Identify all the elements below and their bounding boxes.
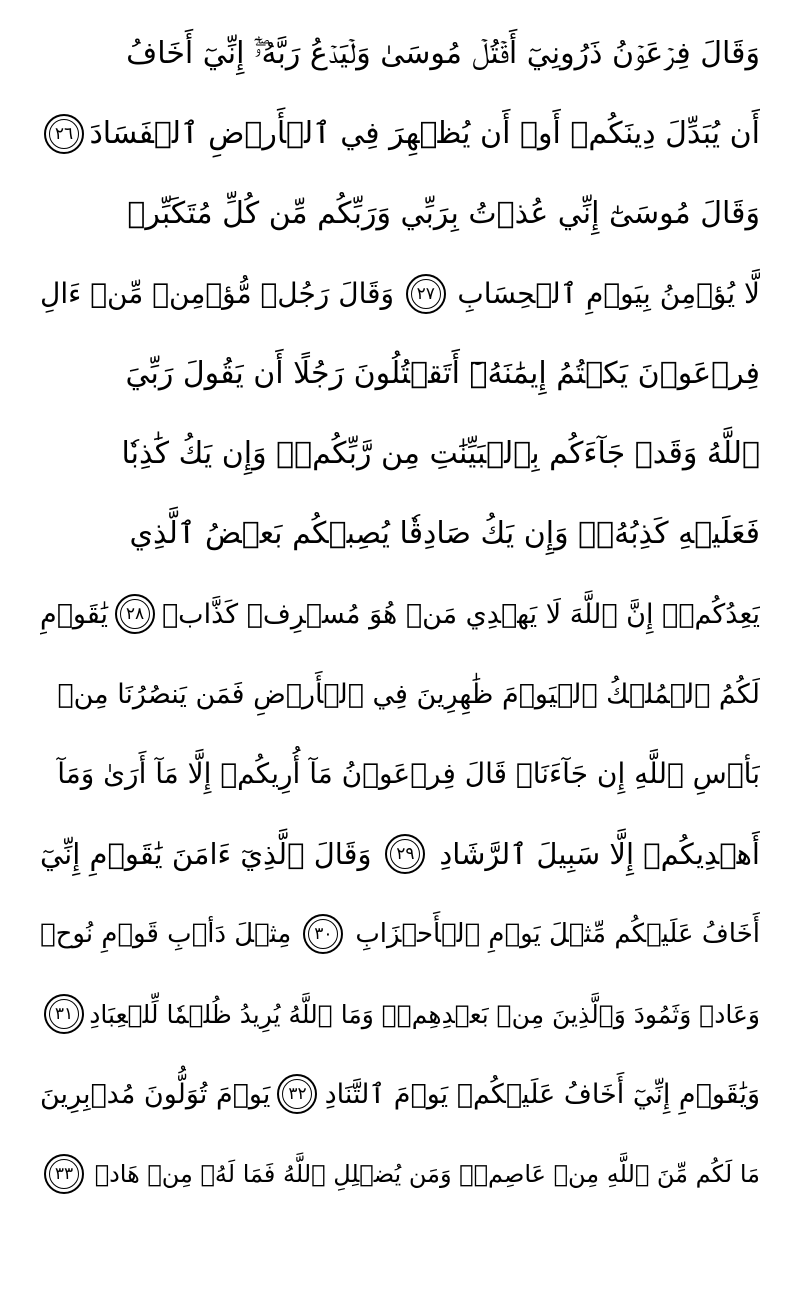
text-line <box>40 814 760 894</box>
text-line <box>40 974 760 1054</box>
verse-end-marker <box>303 914 343 954</box>
verse-number: ٣٣ <box>54 1164 74 1184</box>
text-line <box>40 734 760 814</box>
text-line <box>40 14 760 94</box>
line-text: أَخَافُ عَلَيۡكُم مِّثۡلَ يَوۡمِ ٱلۡأَحۡزَابِ <box>355 919 760 949</box>
text-line <box>40 654 760 734</box>
line-text: لَّا يُؤۡمِنُ بِيَوۡمِ ٱلۡحِسَابِ <box>457 277 760 310</box>
line-text: ٱللَّهُ وَقَدۡ جَآءَكُم بِٱلۡبَيِّنَٰتِ مِن رَّبِّكُمۡۖ وَإِن يَكُ كَٰذِبٗا <box>121 436 760 471</box>
verse-number: ٢٩ <box>396 844 415 864</box>
text-line <box>40 1054 760 1134</box>
verse-end-marker <box>277 1074 317 1114</box>
line-text: وَقَالَ فِرۡعَوۡنُ ذَرُونِيٓ أَقۡتُلۡ مُوسَىٰ وَلۡيَدۡعُ رَبَّهُۥٓۖ إِنِّيٓ أَخَافُ <box>126 36 760 71</box>
line-text: يَوۡمَ تُوَلُّونَ مُدۡبِرِينَ <box>40 1078 271 1110</box>
verse-end-marker <box>115 594 155 634</box>
line-text: وَيَٰقَوۡمِ إِنِّيٓ أَخَافُ عَلَيۡكُمۡ يَوۡمَ ٱلتَّنَادِ <box>324 1078 760 1110</box>
text-line <box>40 414 760 494</box>
verse-number: ٢٦ <box>54 124 74 144</box>
verse-number: ٣٢ <box>288 1084 307 1104</box>
verse-number: ٣٠ <box>314 924 333 944</box>
text-line <box>40 894 760 974</box>
line-text: وَقَالَ رَجُلٞ مُّؤۡمِنٞ مِّنۡ ءَالِ <box>40 277 395 310</box>
text-line <box>40 254 760 334</box>
line-text: لَكُمُ ٱلۡمُلۡكُ ٱلۡيَوۡمَ ظَٰهِرِينَ فِي ٱلۡأَرۡضِ فَمَن يَنصُرُنَا مِنۢ <box>57 678 760 710</box>
verse-end-marker <box>385 834 425 874</box>
verse-end-marker <box>44 994 84 1034</box>
verse-end-marker <box>44 114 84 154</box>
line-text: وَقَالَ مُوسَىٰٓ إِنِّي عُذۡتُ بِرَبِّي وَرَبِّكُم مِّن كُلِّ مُتَكَبِّرٖ <box>127 196 760 231</box>
line-text: مَا لَكُم مِّنَ ٱللَّهِ مِنۡ عَاصِمٖۗ وَمَن يُضۡلِلِ ٱللَّهُ فَمَا لَهُۥ مِنۡ هَادٖ <box>94 1160 760 1188</box>
verse-number: ٢٨ <box>125 604 145 624</box>
line-text: وَعَادٖ وَثَمُودَ وَٱلَّذِينَ مِنۢ بَعۡدِهِمۡۚ وَمَا ٱللَّهُ يُرِيدُ ظُلۡمٗا لِّلۡعِبَادِ <box>89 999 760 1029</box>
line-text: فَعَلَيۡهِ كَذِبُهُۥۖ وَإِن يَكُ صَادِقٗا يُصِبۡكُم بَعۡضُ ٱلَّذِي <box>129 516 760 551</box>
line-text: فِرۡعَوۡنَ يَكۡتُمُ إِيمَٰنَهُۥٓ أَتَقۡتُلُونَ رَجُلًا أَن يَقُولَ رَبِّيَ <box>125 356 760 391</box>
verse-end-marker <box>44 1154 84 1194</box>
line-text: أَن يُبَدِّلَ دِينَكُمۡ أَوۡ أَن يُظۡهِرَ فِي ٱلۡأَرۡضِ ٱلۡفَسَادَ <box>89 116 760 151</box>
text-line <box>40 494 760 574</box>
text-line <box>40 174 760 254</box>
line-text: بَأۡسِ ٱللَّهِ إِن جَآءَنَاۚ قَالَ فِرۡعَوۡنُ مَآ أُرِيكُمۡ إِلَّا مَآ أَرَىٰ وَمَآ <box>57 757 760 790</box>
line-text: وَقَالَ ٱلَّذِيٓ ءَامَنَ يَٰقَوۡمِ إِنِّيٓ <box>40 836 372 871</box>
line-text: أَهۡدِيكُمۡ إِلَّا سَبِيلَ ٱلرَّشَادِ <box>439 836 760 871</box>
text-line <box>40 1134 760 1214</box>
verse-number: ٢٧ <box>416 284 435 304</box>
line-text: يَٰقَوۡمِ <box>40 598 109 630</box>
text-line <box>40 94 760 174</box>
line-text: مِثۡلَ دَأۡبِ قَوۡمِ نُوحٖ <box>40 919 292 949</box>
line-text: يَعِدُكُمۡۖ إِنَّ ٱللَّهَ لَا يَهۡدِي مَنۡ هُوَ مُسۡرِفٞ كَذَّابٞ <box>161 598 760 630</box>
text-line <box>40 574 760 654</box>
verse-end-marker <box>406 274 446 314</box>
verse-number: ٣١ <box>54 1004 74 1024</box>
text-line <box>40 334 760 414</box>
